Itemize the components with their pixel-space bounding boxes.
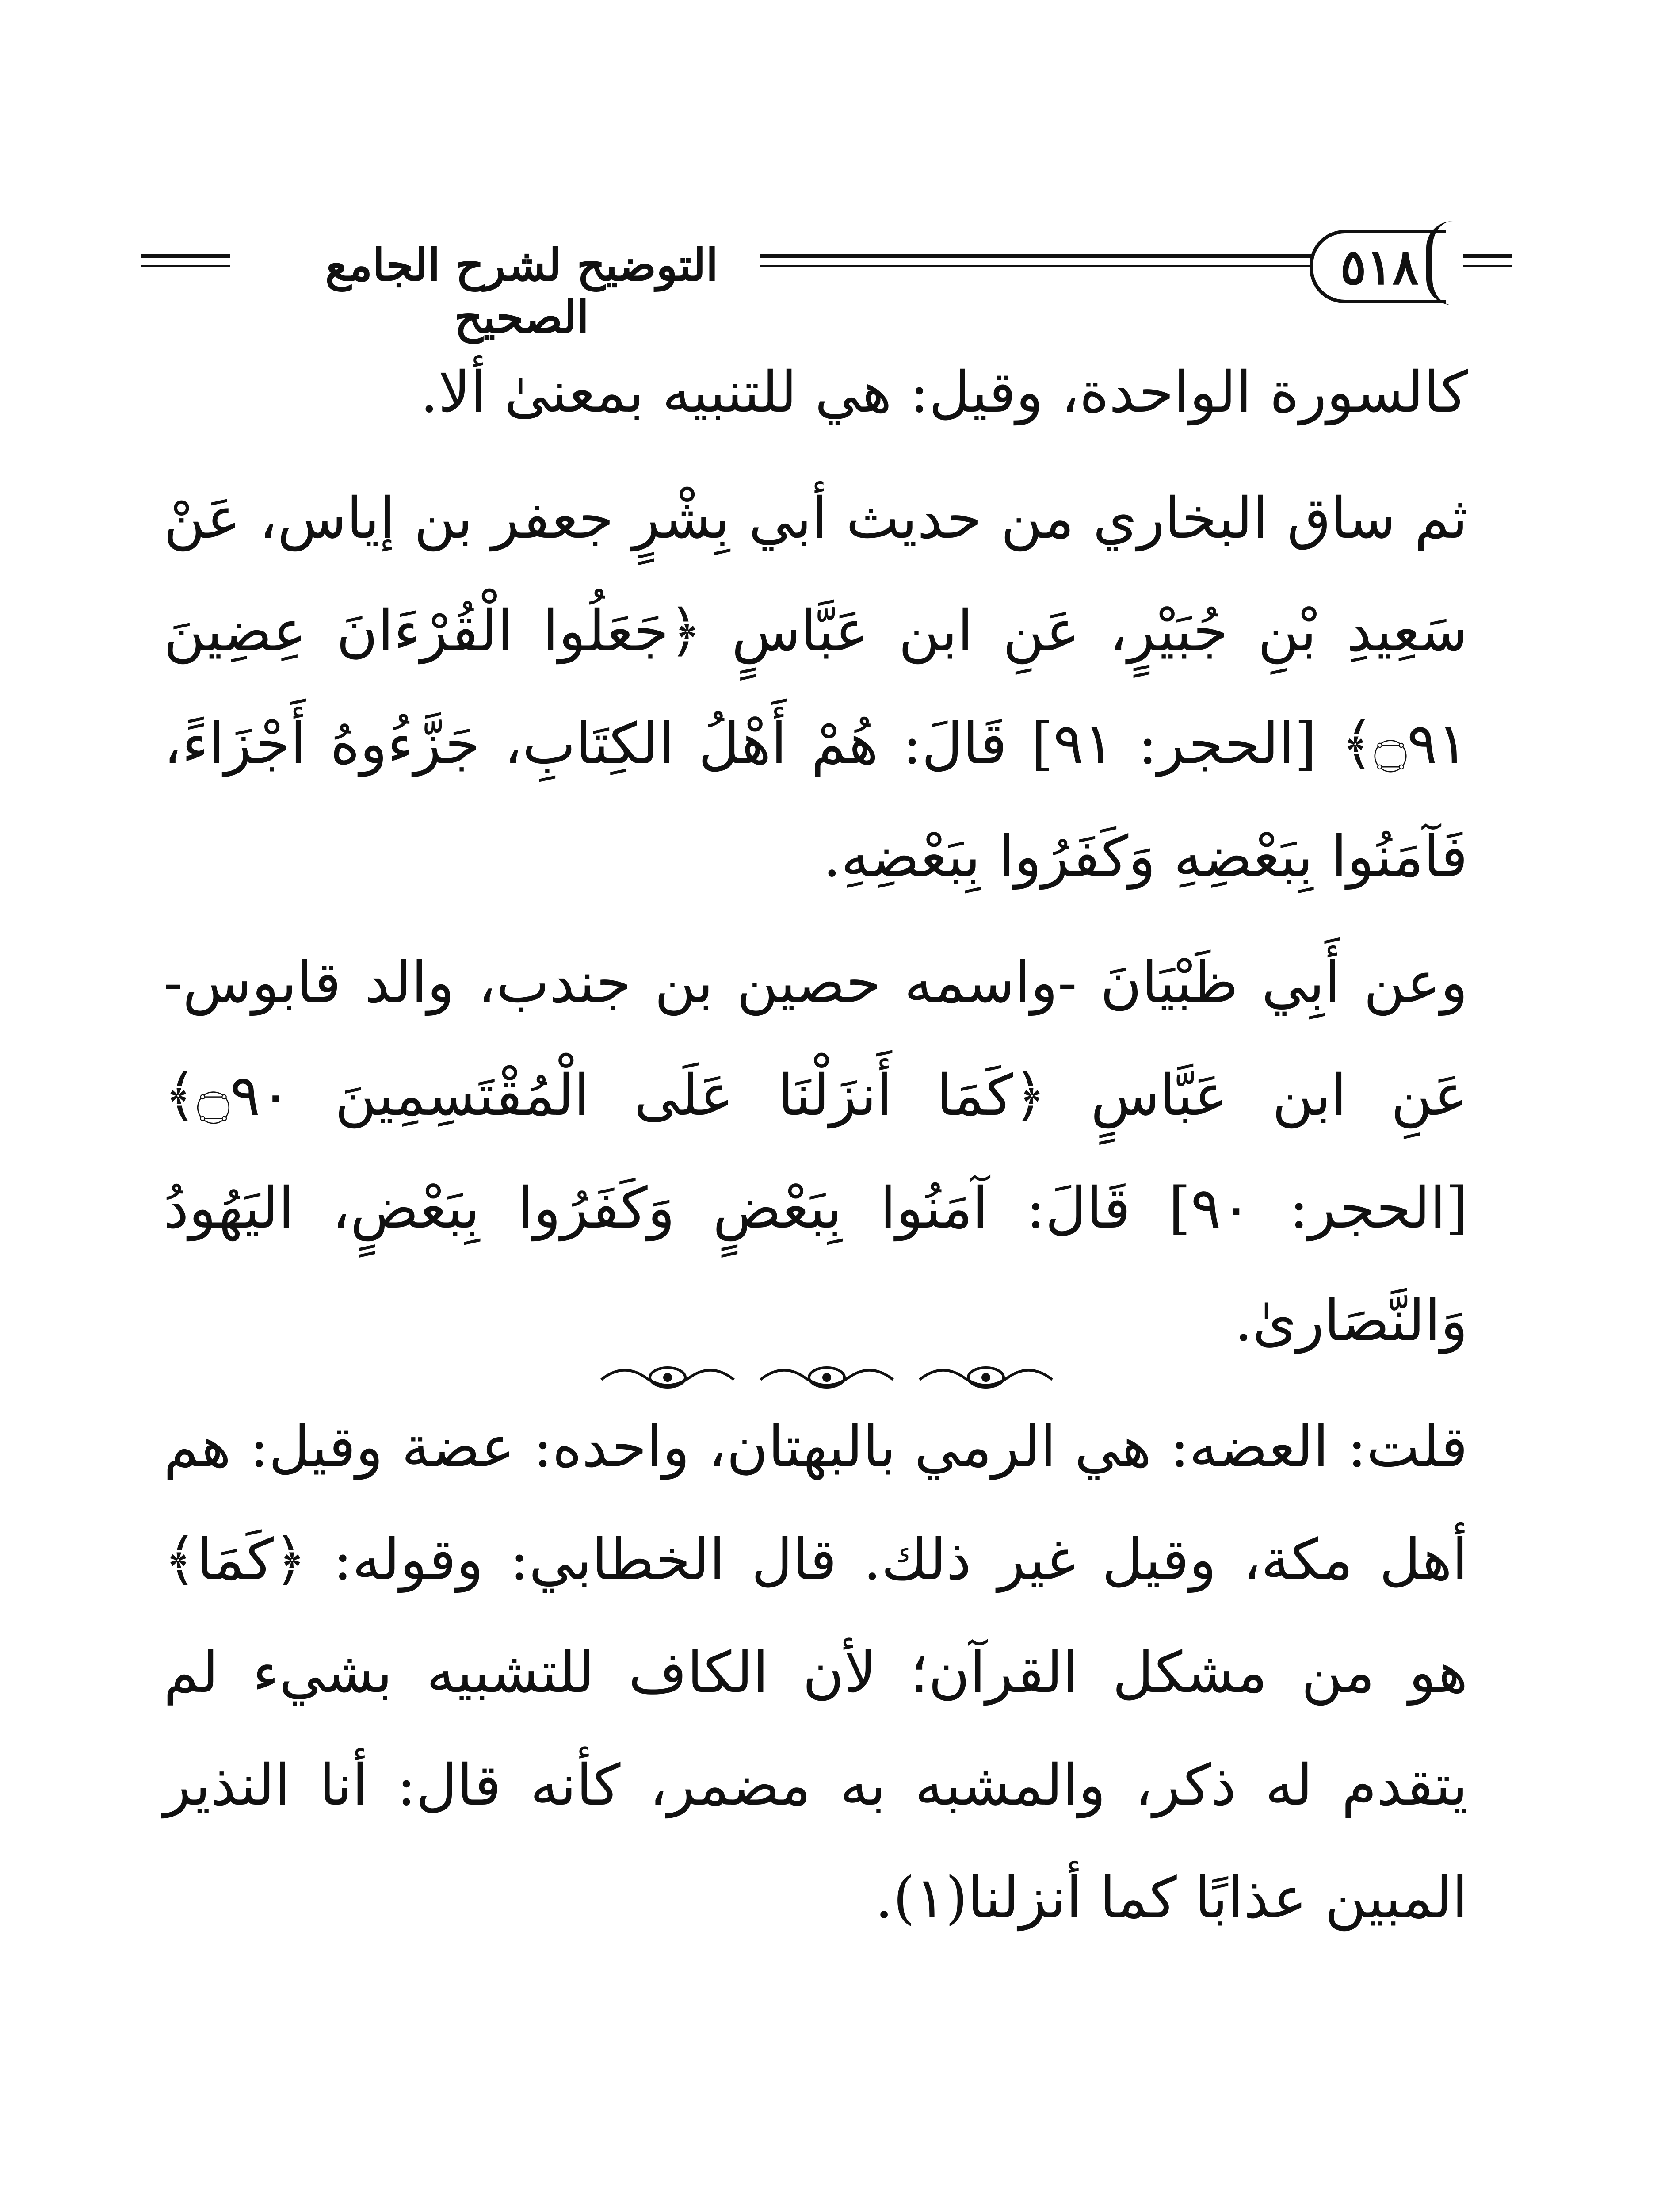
page-number-bracket-icon <box>1426 221 1463 305</box>
paragraph: ثم ساق البخاري من حديث أبي بِشْرٍ جعفر بن إياس، عَنْ سَعِيدِ بْنِ جُبَيْرٍ، عَنِ ابن عَبَّاسٍ ﴿جَعَلُوا الْقُرْءَانَ عِضِينَ ۝٩١﴾ [الحجر: ٩١] قَالَ: هُمْ أَهْلُ الكِتَابِ، جَزَّءُوهُ أَجْزَاءً، فَآمَنُوا بِبَعْضِهِ وَكَفَرُوا بِبَعْضِهِ. <box>164 486 1468 890</box>
header-rule-left <box>141 254 230 258</box>
paragraph: قلت: العضه: هي الرمي بالبهتان، واحده: عضة وقيل: هم أهل مكة، وقيل غير ذلك. قال الخطابي: وقوله: ﴿كَمَا﴾ هو من مشكل القرآن؛ لأن الكاف للتشبيه بشيء لم يتقدم له ذكر، والمشبه به مضمر، كأنه قال: أنا النذير المبين عذابًا كما أنزلنا(١). <box>164 1414 1468 1931</box>
paragraph: كالسورة الواحدة، وقيل: هي للتنبيه بمعنىٰ ألا. <box>420 360 1468 425</box>
header-rule-right-thin <box>1463 265 1512 267</box>
ornament-icon <box>597 1353 738 1402</box>
header-rule-middle <box>760 254 1366 258</box>
header-rule-middle-thin <box>760 265 1366 267</box>
running-title: التوضيح لشرح الجامع الصحيح <box>287 239 756 343</box>
paragraph: وعن أَبِي ظَبْيَانَ -واسمه حصين بن جندب، والد قابوس- عَنِ ابن عَبَّاسٍ ﴿كَمَا أَنزَلْنَا عَلَى الْمُقْتَسِمِينَ ۝٩٠﴾ [الحجر: ٩٠] قَالَ: آمَنُوا بِبَعْضٍ وَكَفَرُوا بِبَعْضٍ، اليَهُودُ وَالنَّصَارىٰ. <box>164 950 1468 1354</box>
section-divider-ornament <box>592 1353 1061 1402</box>
main-text <box>164 336 1468 1955</box>
header-rule-left-thin <box>141 265 230 267</box>
page-header <box>141 221 1512 343</box>
page-number: ٥١٨ <box>1310 230 1446 303</box>
header-rule-right <box>1463 254 1512 258</box>
ornament-icon <box>915 1353 1057 1402</box>
ornament-icon <box>756 1353 897 1402</box>
